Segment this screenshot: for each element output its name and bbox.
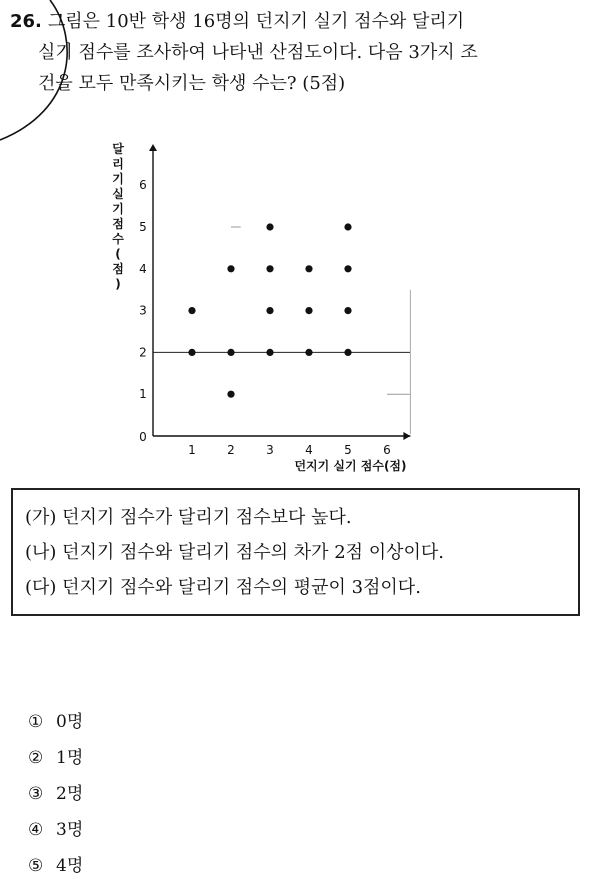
conditions-box	[11, 488, 580, 616]
x-tick-label: 6	[383, 443, 391, 457]
question-text-2: 실기 점수를 조사하여 나타낸 산점도이다. 다음 3가지 조	[38, 42, 478, 63]
choice-3-number: ③	[28, 784, 44, 804]
data-point	[227, 391, 234, 398]
data-point	[305, 265, 312, 272]
y-axis-arrow	[149, 144, 157, 151]
x-tick-label: 4	[305, 443, 313, 457]
choice-1[interactable]	[28, 704, 83, 740]
data-point	[344, 307, 351, 314]
y-tick-label: 4	[139, 261, 147, 276]
data-point	[344, 265, 351, 272]
y-tick-label: 6	[139, 178, 147, 193]
choice-3[interactable]	[28, 776, 83, 812]
data-point	[188, 349, 195, 356]
y-tick-label: 3	[139, 303, 147, 318]
choice-5[interactable]	[28, 848, 83, 884]
data-point	[305, 307, 312, 314]
y-axis-label-text: 달 리 기 실 기 점 수 ( 점 )	[112, 142, 124, 291]
choice-4[interactable]	[28, 812, 83, 848]
choice-3-text: 2명	[56, 784, 84, 804]
condition-ga: (가) 던지기 점수가 달리기 점수보다 높다.	[25, 507, 352, 528]
data-point	[344, 223, 351, 230]
question-line-1	[10, 6, 580, 37]
question-block	[10, 6, 580, 99]
data-point	[305, 349, 312, 356]
condition-da: (다) 던지기 점수와 달리기 점수의 평균이 3점이다.	[25, 577, 421, 598]
x-tick-label: 3	[266, 443, 274, 457]
x-axis-label: 던지기 실기 점수(점)	[294, 459, 407, 473]
choice-5-number: ⑤	[28, 856, 44, 876]
y-tick-label: 1	[139, 387, 147, 402]
data-point	[266, 307, 273, 314]
answer-choices	[28, 704, 83, 884]
question-text-1: 그림은 10반 학생 16명의 던지기 실기 점수와 달리기	[47, 11, 465, 32]
scatter-plot	[105, 140, 435, 475]
data-point	[188, 307, 195, 314]
choice-4-number: ④	[28, 820, 44, 840]
condition-na: (나) 던지기 점수와 달리기 점수의 차가 2점 이상이다.	[25, 542, 445, 563]
choice-1-number: ①	[28, 712, 44, 732]
y-tick-label: 2	[139, 345, 147, 360]
x-axis-arrow	[403, 432, 410, 440]
question-number: 26.	[10, 11, 42, 32]
choice-5-text: 4명	[56, 856, 84, 876]
data-point	[266, 265, 273, 272]
choice-2[interactable]	[28, 740, 83, 776]
choice-1-text: 0명	[56, 712, 84, 732]
choice-2-number: ②	[28, 748, 44, 768]
data-point	[344, 349, 351, 356]
x-tick-label: 1	[188, 443, 196, 457]
data-point	[227, 349, 234, 356]
x-tick-label: 2	[227, 443, 235, 457]
data-point	[266, 349, 273, 356]
choice-4-text: 3명	[56, 820, 84, 840]
y-tick-label: 5	[139, 220, 147, 234]
data-point	[266, 223, 273, 230]
question-text-3: 건을 모두 만족시키는 학생 수는? (5점)	[38, 73, 346, 94]
choice-2-text: 1명	[56, 748, 84, 768]
origin-label: 0	[139, 430, 147, 444]
x-tick-label: 5	[344, 443, 352, 457]
data-point	[227, 265, 234, 272]
